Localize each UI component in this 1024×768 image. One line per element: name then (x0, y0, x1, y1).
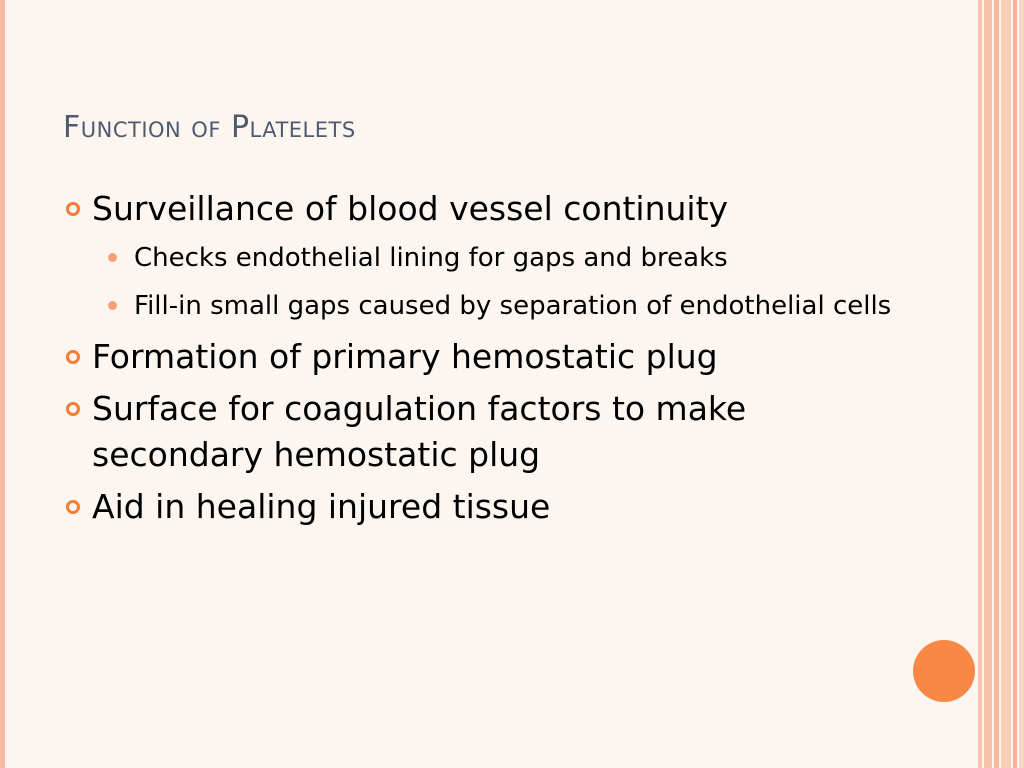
orange-ring-bullet-icon (66, 202, 80, 216)
bullet-item (64, 484, 894, 530)
sub-bullet-item (106, 238, 894, 278)
left-border (0, 0, 5, 768)
orange-dot-bullet-icon (108, 253, 117, 262)
right-border-band (978, 0, 982, 768)
decorative-circle (913, 640, 975, 702)
bullet-item (64, 386, 894, 478)
sub-bullet-text: Fill-in small gaps caused by separation of endothelial cells (134, 291, 892, 321)
orange-ring-bullet-icon (66, 500, 80, 514)
orange-ring-bullet-icon (66, 350, 80, 364)
bullet-item (64, 334, 894, 380)
orange-dot-bullet-icon (108, 301, 117, 310)
bullet-text: Aid in healing injured tissue (92, 487, 551, 526)
right-border-band (984, 0, 992, 768)
right-border-band (994, 0, 999, 768)
sub-bullet-list (106, 238, 894, 326)
bullet-text: Surveillance of blood vessel continuity (92, 189, 729, 228)
right-border-band (1001, 0, 1011, 768)
sub-bullet-text: Checks endothelial lining for gaps and breaks (134, 243, 728, 273)
sub-bullet-item (106, 286, 894, 326)
right-border-band (1019, 0, 1024, 768)
bullet-text: Surface for coagulation factors to make secondary hemostatic plug (92, 389, 747, 474)
slide-title: Function of Platelets (63, 110, 356, 145)
right-border-band (1013, 0, 1017, 768)
bullet-list (64, 186, 894, 536)
orange-ring-bullet-icon (66, 402, 80, 416)
bullet-item (64, 186, 894, 232)
bullet-text: Formation of primary hemostatic plug (92, 337, 718, 376)
